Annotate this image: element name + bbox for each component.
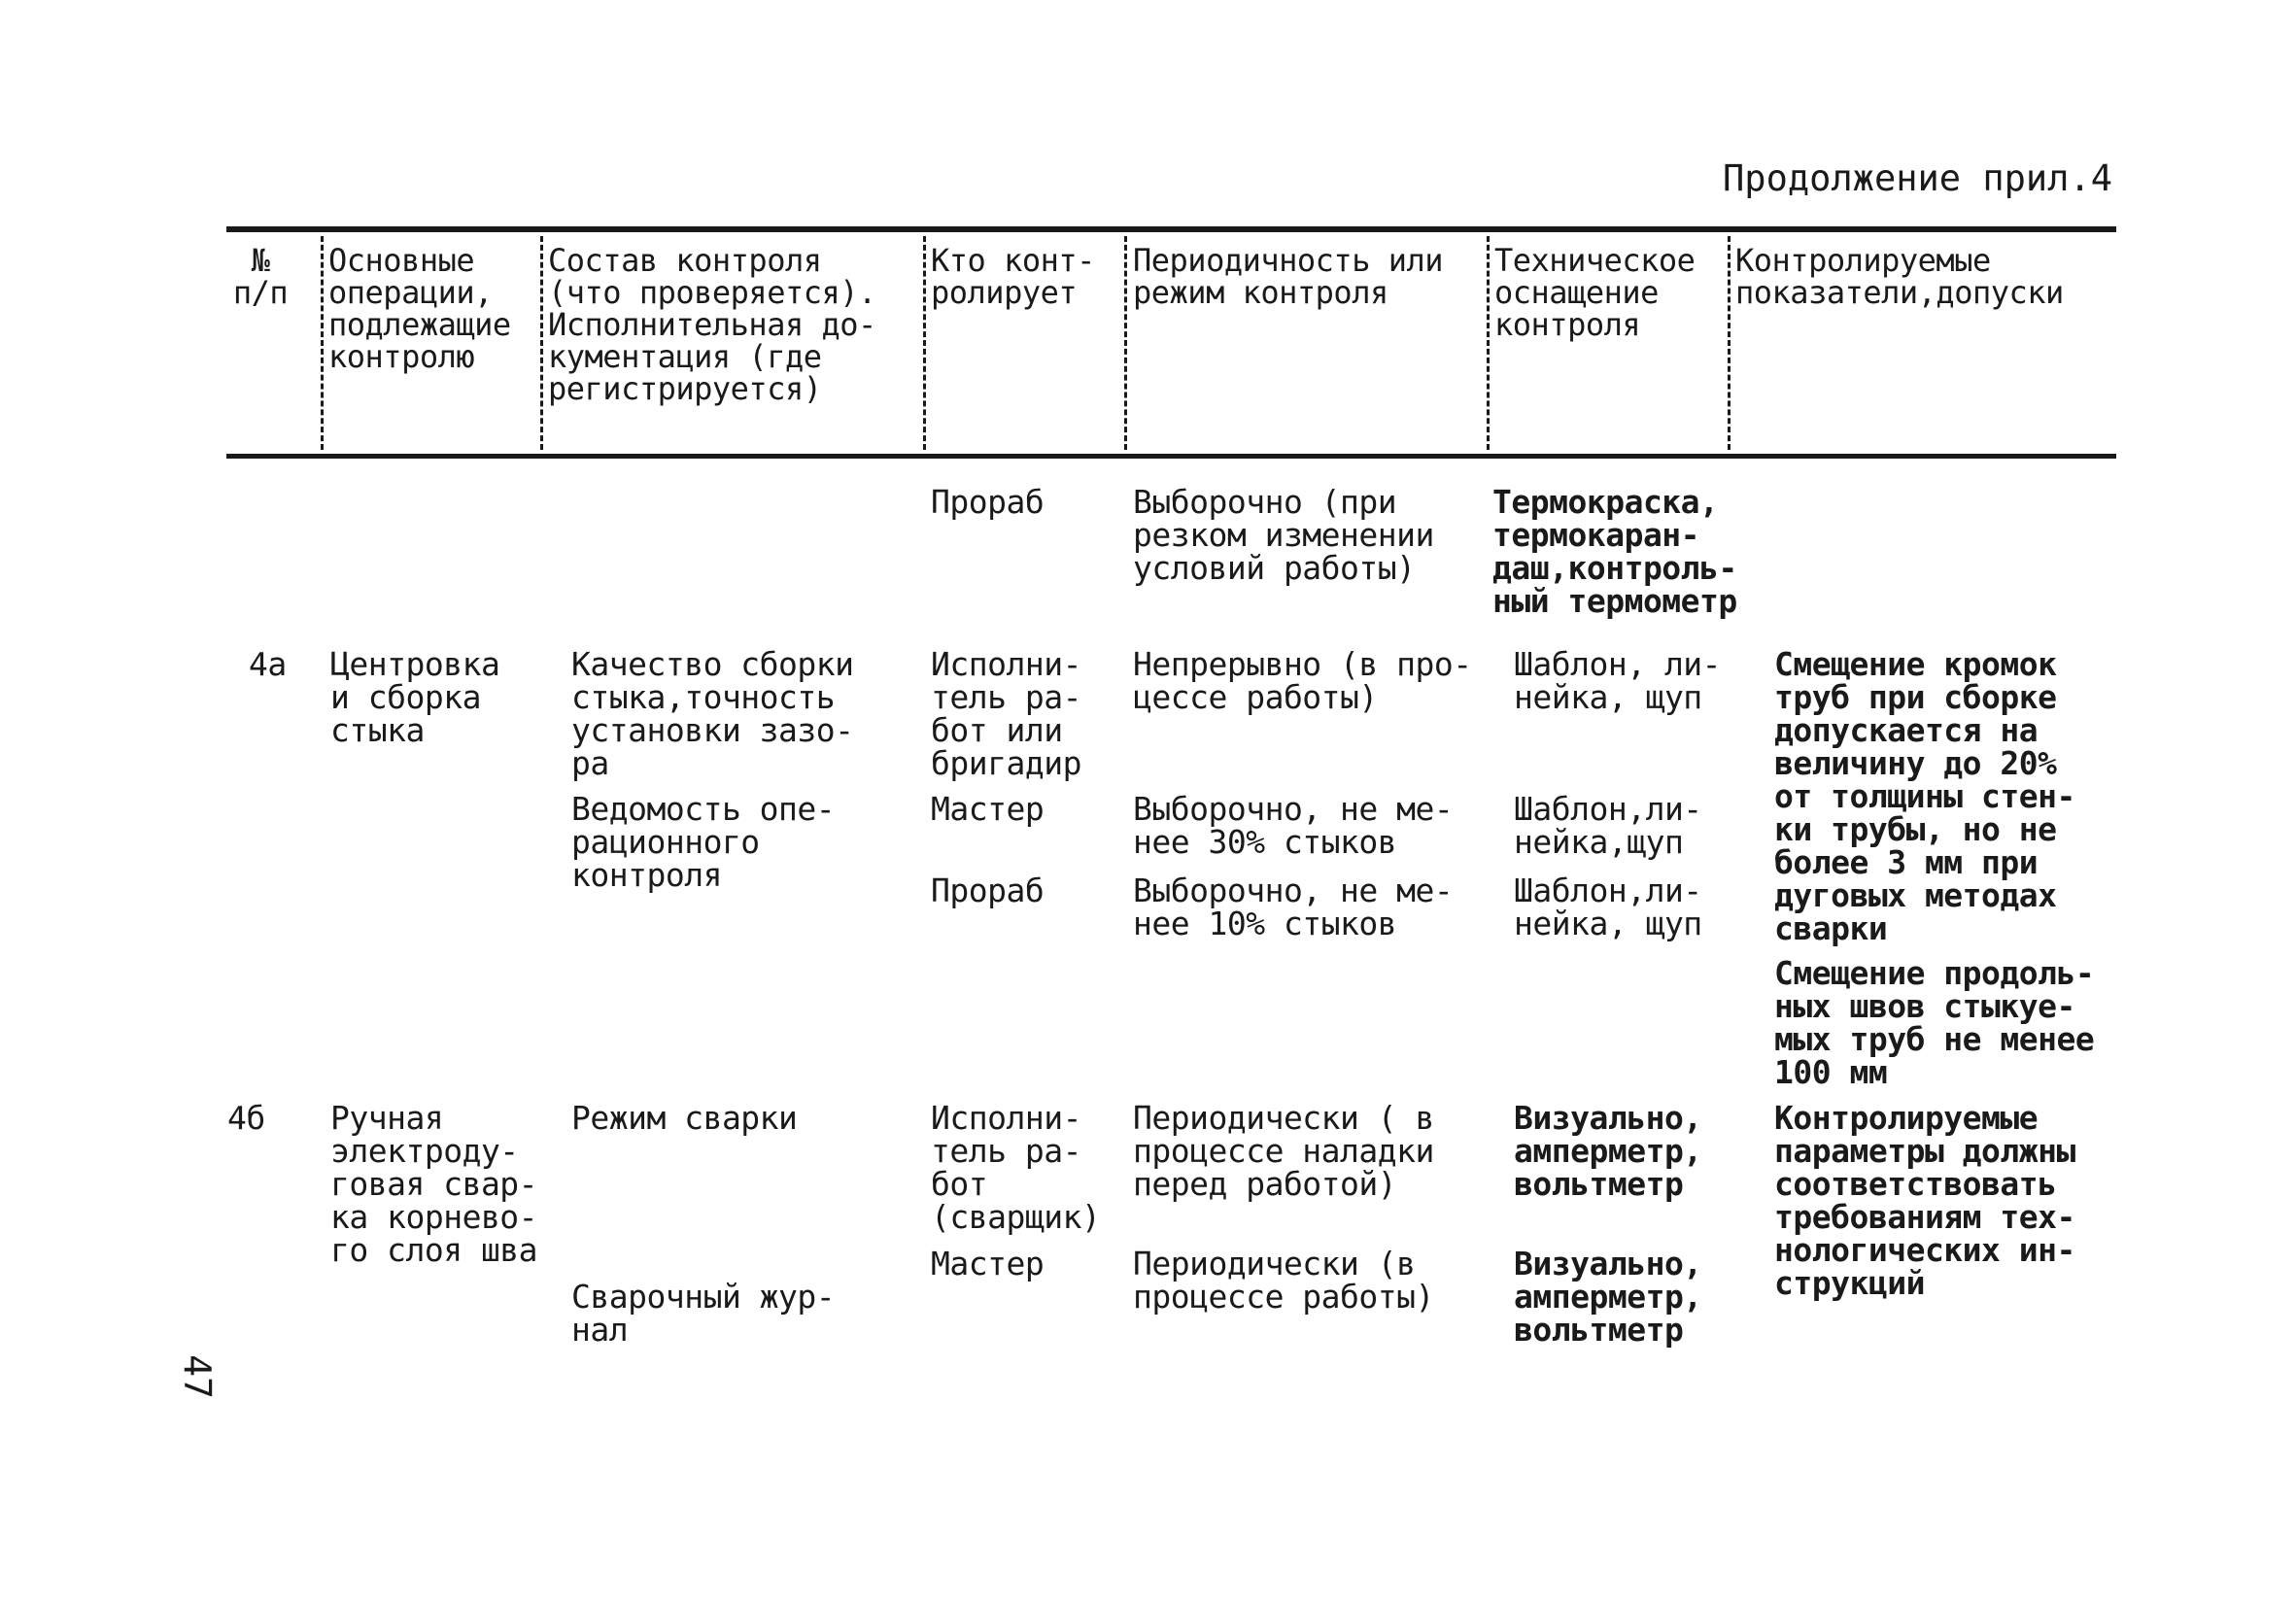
header-separator (321, 236, 324, 450)
row-4a-composition: Качество сборки стыка,точность установки зазо- ра (571, 645, 854, 782)
header-composition: Состав контроля (что проверяется). Исполнительная до- кументация (где регистрируется) (548, 242, 876, 407)
row-4a-documentation: Ведомость опе- рационного контроля (571, 790, 836, 894)
row-4a-indicators-1: Смещение кромок труб при сборке допускается на величину до 20% от толщины стен- ки трубы, но не более 3 мм при дуговых методах сварки (1774, 645, 2075, 947)
row-4a-controller-2: Мастер (931, 790, 1045, 828)
header-number: № п/п (232, 242, 289, 311)
row-4b-periodicity-1: Периодически ( в процессе наладки перед работой) (1133, 1099, 1434, 1203)
table-top-rule (226, 226, 2116, 232)
header-separator (1487, 236, 1490, 450)
row-4b-equipment-2: Визуально, амперметр, вольтметр (1514, 1245, 1702, 1349)
row-4a-controller-1: Исполни- тель ра- бот или бригадир (931, 645, 1081, 782)
row-4b-controller-2: Мастер (931, 1245, 1045, 1282)
row-4b-documentation: Сварочный жур- нал (571, 1278, 836, 1349)
row-4b-number: 4б (227, 1099, 265, 1137)
row-4a-equipment-3: Шаблон,ли- нейка, щуп (1514, 872, 1702, 942)
row-4a-number: 4а (249, 645, 287, 683)
page-number: 47 (175, 1354, 219, 1399)
header-separator (1124, 236, 1127, 450)
row-4a-periodicity-2: Выборочно, не ме- нее 30% стыков (1133, 790, 1454, 861)
row-4a-indicators-2: Смещение продоль- ных швов стыкуе- мых труб не менее 100 мм (1774, 954, 2095, 1091)
row-4b-indicators: Контролируемые параметры должны соответствовать требованиям тех- нологических ин- струкций (1774, 1099, 2075, 1302)
row-4b-equipment-1: Визуально, амперметр, вольтметр (1514, 1099, 1702, 1203)
header-separator (540, 236, 543, 450)
header-controller: Кто конт- ролирует (931, 242, 1095, 311)
row-cont-controller: Прораб (931, 483, 1045, 521)
header-periodicity: Периодичность или режим контроля (1133, 242, 1444, 311)
page-continuation-label: Продолжение прил.4 (1723, 157, 2112, 199)
row-4b-periodicity-2: Периодически (в процессе работы) (1133, 1245, 1434, 1316)
row-4a-periodicity-3: Выборочно, не ме- нее 10% стыков (1133, 872, 1454, 942)
row-cont-equipment: Термокраска, термокаран- даш,контроль- ный термометр (1492, 483, 1737, 620)
row-4a-operation: Центровка и сборка стыка (330, 645, 500, 749)
table-header-rule (226, 454, 2116, 459)
row-4b-composition: Режим сварки (571, 1099, 798, 1137)
row-4a-controller-3: Прораб (931, 872, 1045, 909)
header-equipment: Техническое оснащение контроля (1494, 242, 1696, 343)
row-4b-controller-1: Исполни- тель ра- бот (сварщик) (931, 1099, 1101, 1236)
header-separator (923, 236, 926, 450)
row-4a-equipment-1: Шаблон, ли- нейка, щуп (1514, 645, 1722, 716)
header-operations: Основные операции, подлежащие контролю (328, 242, 511, 375)
header-separator (1728, 236, 1731, 450)
row-4a-periodicity-1: Непрерывно (в про- цессе работы) (1133, 645, 1472, 716)
row-4a-equipment-2: Шаблон,ли- нейка,щуп (1514, 790, 1702, 861)
row-4b-operation: Ручная электроду- говая свар- ка корнево- го слоя шва (330, 1099, 538, 1269)
row-cont-periodicity: Выборочно (при резком изменении условий работы) (1133, 483, 1434, 587)
header-indicators: Контролируемые показатели,допуски (1735, 242, 2064, 311)
